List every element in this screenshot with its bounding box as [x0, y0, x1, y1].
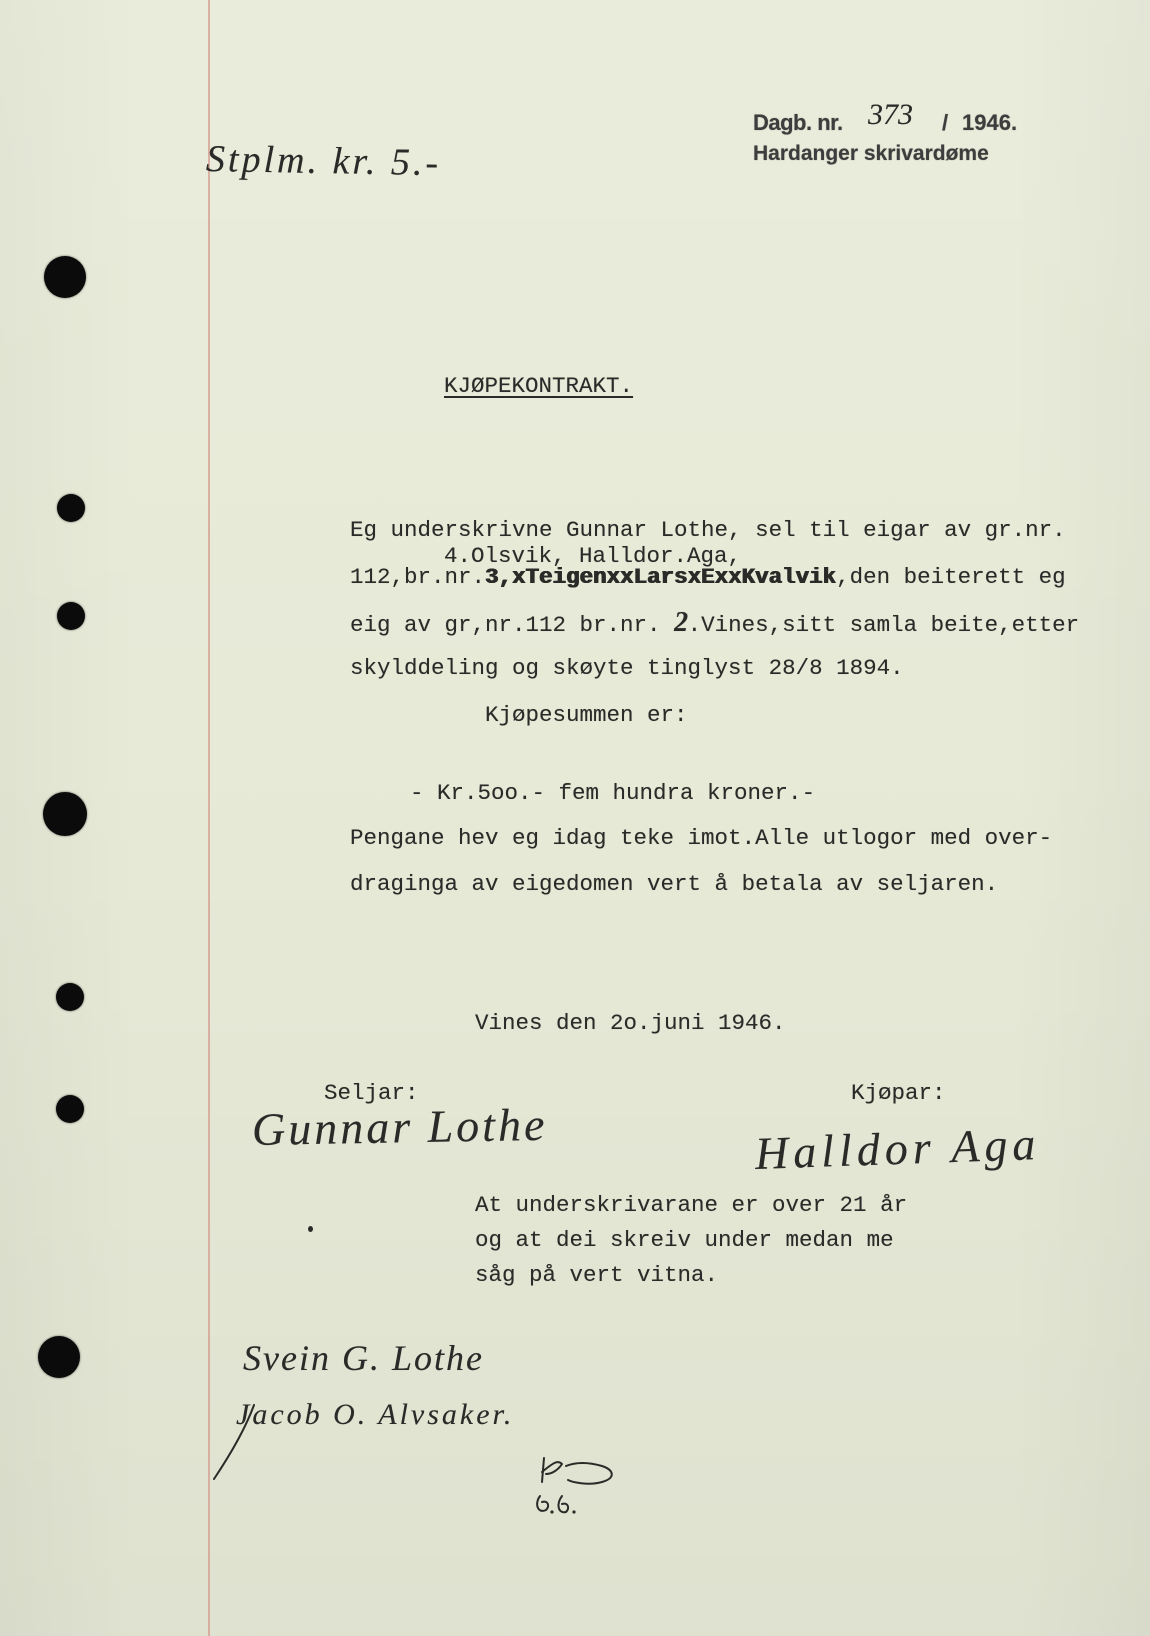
ink-speck — [308, 1226, 313, 1232]
body-line-2-start: 112,br.nr. — [350, 564, 486, 590]
buyer-label: Kjøpar: — [851, 1080, 946, 1106]
body-line-2-end: ,den beiterett eg — [836, 564, 1066, 590]
punch-hole — [44, 256, 86, 298]
punch-hole — [57, 494, 85, 522]
body-line-2 — [350, 564, 1066, 590]
punch-hole — [56, 983, 84, 1011]
witness-signature-2: Jacob O. Alvsaker. — [236, 1398, 515, 1431]
punch-hole — [43, 792, 87, 836]
body-line-3-end: .Vines,sitt samla beite,etter — [687, 612, 1080, 638]
document-title: KJØPEKONTRAKT. — [444, 373, 634, 399]
margin-rule — [208, 0, 210, 1636]
body-line-1: Eg underskrivne Gunnar Lothe, sel til eigar av gr.nr. — [350, 517, 1066, 543]
struck-out-text: 3,xTeigenxxLarsxExxKvalvik — [485, 564, 837, 590]
stamp-fee-note: Stplm. kr. 5.- — [205, 138, 442, 185]
payment-line-1: Pengane hev eg idag teke imot.Alle utlogor med over- — [350, 825, 1053, 851]
punch-hole — [38, 1336, 80, 1378]
punch-hole — [56, 1095, 84, 1123]
seller-label: Seljar: — [324, 1080, 419, 1106]
price-heading: Kjøpesummen er: — [485, 702, 688, 728]
stamp-separator: / — [942, 110, 949, 135]
attestation-line-1: At underskrivarane er over 21 år — [475, 1192, 908, 1218]
body-insertion: 4.Olsvik, Halldor.Aga, — [444, 543, 742, 569]
stamp-office: Hardanger skrivardøme — [753, 142, 989, 165]
body-line-3-start: eig av gr,nr.112 br.nr. — [350, 612, 675, 638]
stamp-prefix: Dagb. nr. — [753, 110, 843, 135]
punch-hole — [57, 602, 85, 630]
handwritten-number: 2 — [674, 607, 689, 638]
price-amount: - Kr.5oo.- fem hundra kroner.- — [410, 780, 816, 806]
stamp-year: 1946. — [962, 110, 1018, 135]
handwritten-initials — [532, 1452, 632, 1522]
attestation-line-2: og at dei skreiv under medan me — [475, 1227, 894, 1253]
attestation-line-3: såg på vert vitna. — [475, 1262, 719, 1288]
body-line-3 — [350, 607, 1080, 638]
body-line-4: skylddeling og skøyte tinglyst 28/8 1894. — [350, 655, 904, 681]
place-date: Vines den 2o.juni 1946. — [475, 1010, 786, 1036]
stamp-entry-number: 373 — [868, 98, 913, 131]
seller-signature: Gunnar Lothe — [251, 1098, 548, 1155]
witness-signature-1: Svein G. Lothe — [243, 1338, 484, 1378]
buyer-signature: Halldor Aga — [754, 1118, 1042, 1179]
payment-line-2: draginga av eigedomen vert å betala av seljaren. — [350, 871, 999, 897]
